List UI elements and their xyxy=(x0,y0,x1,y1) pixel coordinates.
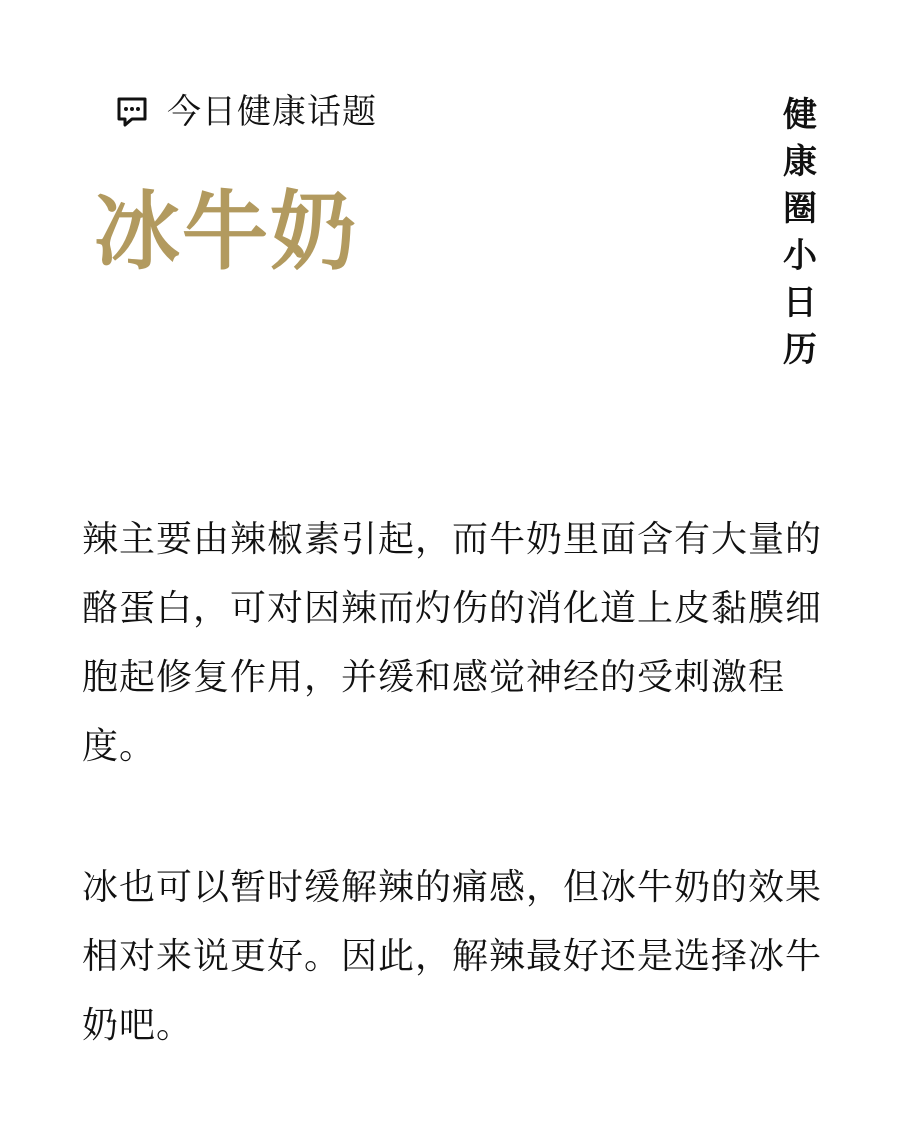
brand-char: 历 xyxy=(783,330,817,370)
brand-char: 圈 xyxy=(783,189,817,229)
body-paragraph-1: 辣主要由辣椒素引起，而牛奶里面含有大量的酪蛋白，可对因辣而灼伤的消化道上皮黏膜细胞起修复作用，并缓和感觉神经的受刺激程度。 xyxy=(82,519,823,767)
brand-char: 小 xyxy=(783,236,817,276)
topic-header xyxy=(115,92,377,132)
brand-vertical-text xyxy=(778,92,822,374)
body-paragraph-2: 冰也可以暂时缓解辣的痛感，但冰牛奶的效果相对来说更好。因此，解辣最好还是选择冰牛奶吧。 xyxy=(82,867,823,1046)
chat-bubble-icon xyxy=(115,95,149,129)
topic-label: 今日健康话题 xyxy=(167,92,377,132)
brand-char: 康 xyxy=(783,142,817,182)
page-title: 冰牛奶 xyxy=(94,182,358,282)
brand-char: 健 xyxy=(783,95,817,135)
brand-char: 日 xyxy=(783,283,817,323)
